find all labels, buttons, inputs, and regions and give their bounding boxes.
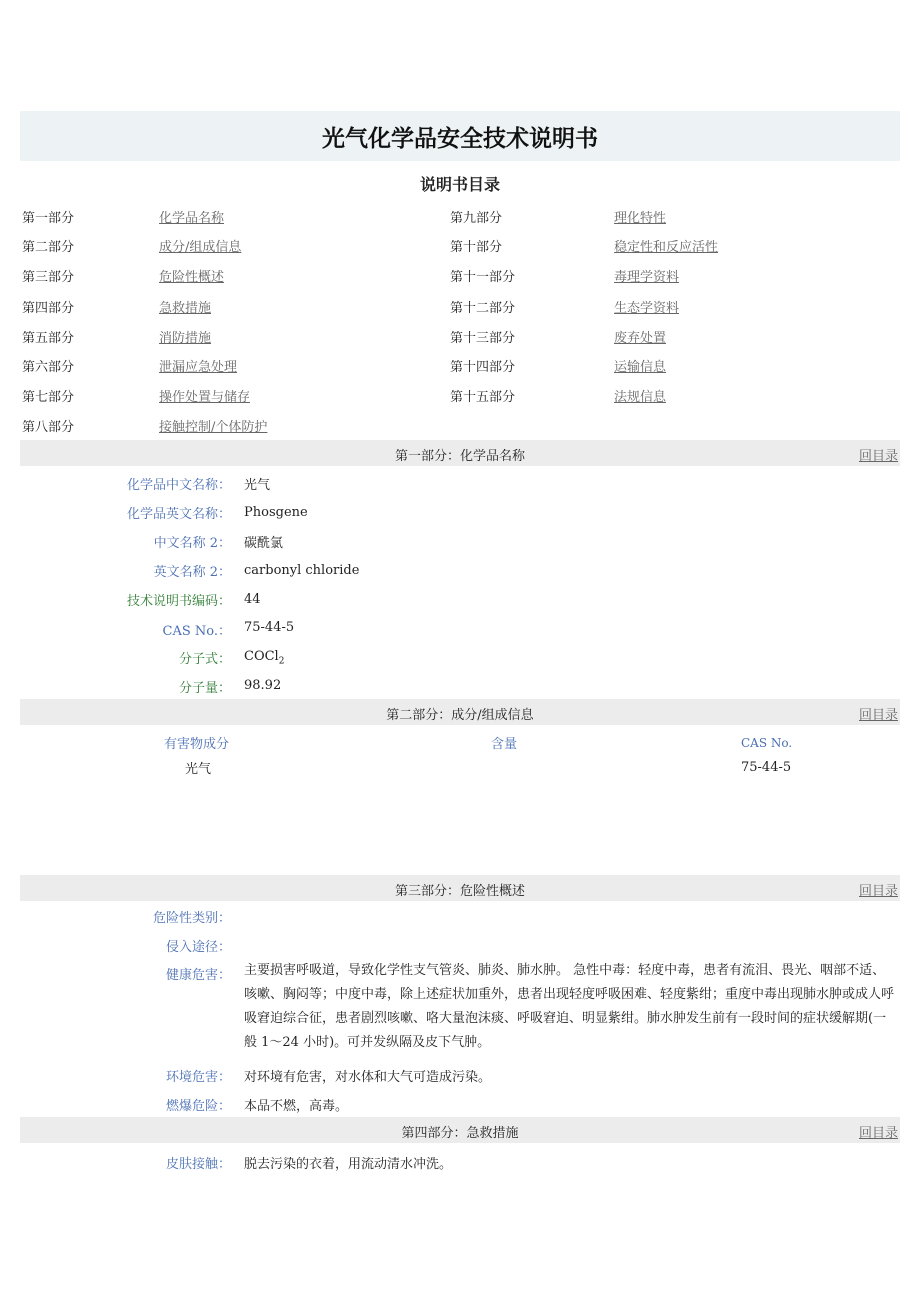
toc-link-physical-properties[interactable]: 理化特性: [614, 211, 667, 226]
section-title: 第一部分：化学品名称: [394, 449, 525, 464]
fire-hazard-text: 本品不燃，高毒。: [244, 1099, 349, 1114]
toc-row: [0, 386, 920, 406]
toc-part-number: 第七部分: [22, 390, 75, 405]
section-4-header: [20, 1117, 900, 1143]
section-2-header: [20, 699, 900, 725]
toc-link-regulations[interactable]: 法规信息: [614, 390, 667, 405]
toc-row: [0, 236, 920, 256]
toc-part-number: 第四部分: [22, 301, 75, 316]
field-label: 危险性类别：: [152, 911, 231, 926]
back-to-toc-link[interactable]: 回目录: [858, 449, 898, 464]
toc-row: [0, 416, 920, 436]
toc-part-number: 第十部分: [450, 240, 503, 255]
field-label: 化学品中文名称：: [126, 478, 231, 493]
toc-link-handling-storage[interactable]: 操作处置与储存: [159, 390, 251, 405]
formula-subscript: 2: [278, 656, 285, 667]
section-1-header: [20, 440, 900, 466]
field-label: 分子量：: [178, 681, 231, 696]
toc-link-ecology[interactable]: 生态学资料: [614, 301, 680, 316]
formula-value: [244, 649, 284, 667]
toc-link-exposure-control[interactable]: 接触控制/个体防护: [159, 420, 268, 435]
english-alias-value: carbonyl chloride: [244, 563, 360, 578]
back-to-toc-link[interactable]: 回目录: [858, 1126, 898, 1141]
page-title: 光气化学品安全技术说明书: [322, 125, 598, 152]
column-header-cas: CAS No.: [741, 736, 793, 750]
field-label: 中文名称 2：: [153, 536, 231, 551]
title-banner: [20, 111, 900, 161]
field-label: 化学品英文名称：: [126, 507, 231, 522]
toc-part-number: 第三部分: [22, 270, 75, 285]
section-title: 第四部分：急救措施: [401, 1126, 519, 1141]
skin-contact-text: 脱去污染的衣着，用流动清水冲洗。: [244, 1157, 453, 1172]
toc-link-transport[interactable]: 运输信息: [614, 360, 667, 375]
field-label: 分子式：: [178, 652, 231, 667]
english-name-value: Phosgene: [244, 505, 308, 520]
toc-part-number: 第八部分: [22, 420, 75, 435]
field-label: 健康危害：: [165, 968, 231, 983]
field-label: 皮肤接触：: [165, 1157, 231, 1172]
toc-link-composition[interactable]: 成分/组成信息: [159, 240, 242, 255]
field-label: 英文名称 2：: [153, 565, 231, 580]
field-label: 燃爆危险：: [165, 1099, 231, 1114]
back-to-toc-link[interactable]: 回目录: [858, 884, 898, 899]
toc-link-toxicology[interactable]: 毒理学资料: [614, 270, 680, 285]
field-label: CAS No.：: [162, 624, 231, 639]
toc-part-number: 第十五部分: [450, 390, 516, 405]
toc-part-number: 第十三部分: [450, 331, 516, 346]
molecular-weight-value: 98.92: [244, 678, 282, 693]
toc-link-stability[interactable]: 稳定性和反应活性: [614, 240, 719, 255]
toc-row: [0, 297, 920, 317]
toc-part-number: 第一部分: [22, 211, 75, 226]
chinese-alias-value: 碳酰氯: [244, 536, 284, 551]
section-title: 第三部分：危险性概述: [394, 884, 525, 899]
toc-part-number: 第十四部分: [450, 360, 516, 375]
code-value: 44: [244, 592, 261, 607]
chinese-name-value: 光气: [244, 478, 271, 493]
column-header-content: 含量: [491, 737, 518, 752]
formula-main: COCl: [244, 649, 279, 664]
component-cas: 75-44-5: [741, 760, 792, 775]
field-label: 环境危害：: [165, 1070, 231, 1085]
toc-part-number: 第二部分: [22, 240, 75, 255]
toc-part-number: 第六部分: [22, 360, 75, 375]
toc-part-number: 第十一部分: [450, 270, 516, 285]
environment-hazard-text: 对环境有危害，对水体和大气可造成污染。: [244, 1070, 492, 1085]
toc-link-chemical-name[interactable]: 化学品名称: [159, 211, 225, 226]
toc-row: [0, 327, 920, 347]
column-header-component: 有害物成分: [164, 737, 230, 752]
toc-row: [0, 207, 920, 227]
health-hazard-text: 主要损害呼吸道，导致化学性支气管炎、肺炎、肺水肿。 急性中毒：轻度中毒，患者有流泪、畏光、咽部不适、咳嗽、胸闷等；中度中毒，除上述症状加重外，患者出现轻度呼吸困难、轻度紫绀；重度中毒出现肺水肿或成人呼吸窘迫综合征，患者剧烈咳嗽、咯大量泡沫痰、呼吸窘迫、明显紫绀。肺水肿发生前有一段时间的症状缓解期(一般 1～24 小时)。可并发纵隔及皮下气肿。: [244, 963, 895, 1050]
toc-link-first-aid[interactable]: 急救措施: [159, 301, 212, 316]
toc-part-number: 第九部分: [450, 211, 503, 226]
field-label: 技术说明书编码：: [126, 594, 231, 609]
back-to-toc-link[interactable]: 回目录: [858, 708, 898, 723]
component-name: 光气: [185, 762, 212, 777]
toc-row: [0, 266, 920, 286]
toc-part-number: 第十二部分: [450, 301, 516, 316]
toc-heading: 说明书目录: [419, 175, 500, 194]
section-title: 第二部分：成分/组成信息: [386, 708, 534, 723]
toc-link-disposal[interactable]: 废弃处置: [614, 331, 667, 346]
cas-value: 75-44-5: [244, 620, 295, 635]
toc-row: [0, 356, 920, 376]
toc-link-spill-response[interactable]: 泄漏应急处理: [159, 360, 238, 375]
toc-link-hazards[interactable]: 危险性概述: [159, 270, 225, 285]
section-3-header: [20, 875, 900, 901]
toc-part-number: 第五部分: [22, 331, 75, 346]
field-label: 侵入途径：: [165, 940, 231, 955]
toc-link-firefighting[interactable]: 消防措施: [159, 331, 212, 346]
